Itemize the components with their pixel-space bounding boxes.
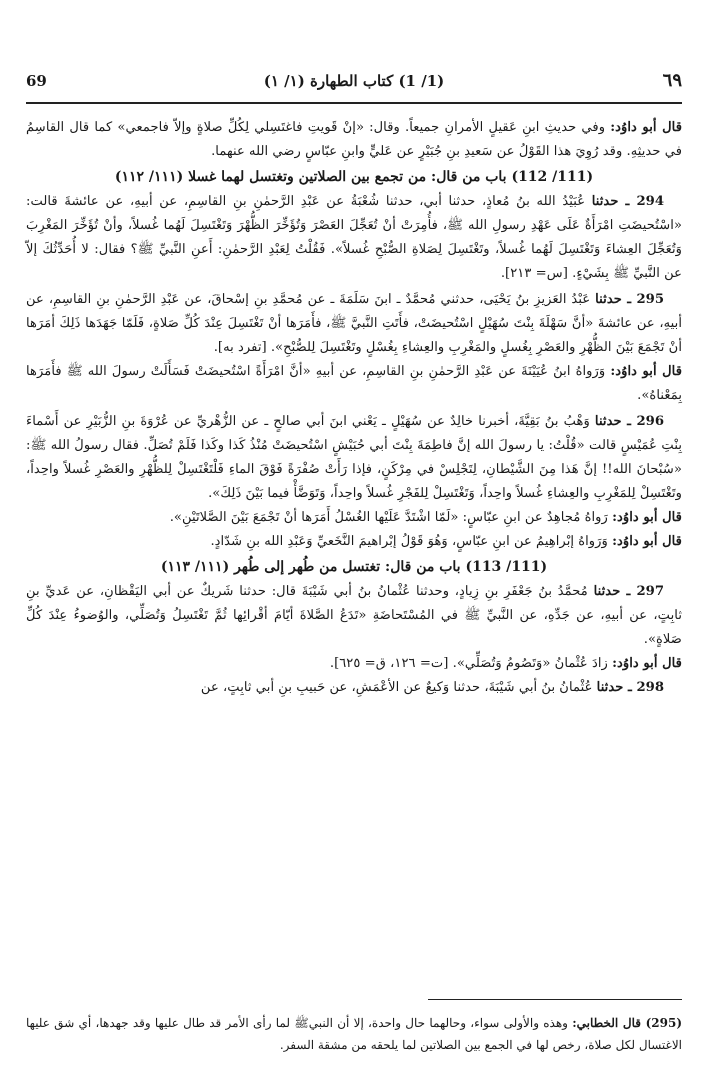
hadith-number: 298 ـ حدثنا [596, 680, 664, 695]
hadith-296 [26, 410, 682, 506]
footnote-text: وهذه والأولى سواء، وحالهما حال واحدة، إلا أن النبيﷺ لما رأى الأمر قد طال عليها وقد جهدها، أي شق عليها الاغتسال لكل صلاة، رخص لها في الجمع بين الصلاتين لما يلحقه من مشقة السفر. [26, 1016, 682, 1052]
hadith-number: 295 ـ حدثنا [595, 292, 664, 307]
footnote-rule [428, 999, 682, 1000]
paragraph-note-1 [26, 116, 682, 164]
footnote [26, 1012, 682, 1056]
hadith-text: عَبْدُ العَزيزِ بنُ يَحْيَى، حدثني مُحمَّدٌ ـ ابنَ سَلَمَةَ ـ عن مُحمَّدِ بنِ إسْحاقَ، عن عَبْدِ الرَّحمٰنِ بنِ القاسِمِ، عن أبيهِ، عن عائشةَ «أنَّ سَهْلَةَ بِنْتَ سُهَيْلٍ اسْتُحيضَتْ، فأَتَتِ النَّبيَّ ﷺ، فأَمَرَها أنْ تَغْتَسِلَ عِنْدَ كُلِّ صَلاةٍ، فَلَمّا جَهَدَها ذَلِكَ أمَرَها أنْ تَجْمَعَ بَيْنَ الظُّهْرِ والعَصْرِ بِغُسلٍ والمَغْرِبِ والعِشاءِ بِغُسْلٍ وتَغْتَسِلَ لِلصُّبْحِ». [تفرد به]. [26, 292, 682, 355]
hadith-text: مُحمَّدُ بنُ جَعْفَرِ بنِ زِيادٍ، وحدثنا عُثْمانُ بنُ أبي شَيْبَةَ قال: حدثنا شَريكٌ عن أبي اليَقْظانِ، عن عَديِّ بنِ ثابِتٍ، عن أبيهِ، عن جَدِّهِ، عن النَّبيِّ ﷺ في المُسْتَحاضَةِ «تَدَعُ الصَّلاةَ أيّامَ أقْرائِها ثُمَّ تَغْتَسِلُ وَتُصَلِّي، والوُضوءُ عِنْدَ كُلِّ صَلاةٍ». [26, 584, 682, 647]
paragraph-label: قال أبو داوُد: [612, 510, 682, 525]
header-rule [26, 102, 682, 104]
paragraph-label: قال أبو داوُد: [610, 364, 682, 379]
hadith-number: 297 ـ حدثنا [593, 584, 664, 599]
hadith-text: وَهْبُ بنُ بَقِيَّةَ، أخبرنا خالِدٌ عن سُهَيْلٍ ـ يَعْني ابنَ أبي صالحٍ ـ عن الزُّهْريِّ عن عُرْوَةَ بنِ الزُّبَيْرِ عن أَسْماءَ بِنْتِ عُمَيْسٍ قالت «قُلْتُ: يا رسولَ الله إنَّ فاطِمَةَ بِنْتَ أبي حُبَيْشٍ اسْتُحيضَتْ مُنْذُ كَذا وكَذا فَلَمْ تُصَلِّ. فقال رسولُ الله ﷺ: «سُبْحانَ الله!! إنَّ هَذا مِنَ الشَّيْطانِ، لِتَجْلِسْ في مِرْكَنٍ، فإذا رَأَتْ صُفْرَةً فَوْقَ الماءِ فَلْتَغْتَسِلْ لِلظُّهْرِ والعَصْرِ غُسلاً واحِداً، وتَغْتَسِلْ لِلمَغْرِبِ والعِشاءِ غُسلاً واحِداً، وَتَغْتَسِلْ لِلفَجْرِ غُسلاً واحِداً، وَتَوَضَّأْ فيما بَيْنَ ذَلِكَ». [26, 414, 682, 501]
hadith-number: 296 ـ حدثنا [594, 414, 664, 429]
hadith-298 [26, 676, 682, 700]
paragraph-text: زادَ عُثْمانُ «وَتَصُومُ وَتُصَلِّي». [ت= ١٢٦، ق= ٦٢٥]. [329, 656, 613, 671]
hadith-297 [26, 580, 682, 652]
page-number-arabic: ٦٩ [662, 70, 682, 91]
paragraph-note-5 [26, 652, 682, 676]
paragraph-note-2 [26, 360, 682, 408]
paragraph-text: رَواهُ مُجاهِدٌ عن ابنِ عبّاسٍ: «لَمّا اشْتَدَّ عَلَيْها الغُسْلُ أَمَرَها أنْ تَجْمَعَ بَيْنَ الصَّلاتَيْنِ». [169, 510, 613, 525]
hadith-294 [26, 190, 682, 286]
paragraph-text: وَرَواهُ ابنُ عُيَيْنَةَ عن عَبْدِ الرَّحمٰنِ بنِ القاسِمِ، عن أبيهِ «أنَّ امْرَأَةً اسْتُحيضَتْ فَسَأَلَتْ رسولَ الله ﷺ فأَمَرَها بِمَعْناهُ». [26, 364, 682, 403]
chapter-heading-113: (111/ 113) باب من قال: تغتسل من طُهر إلى طُهر (١١١/ ١١٣) [160, 559, 548, 575]
paragraph-label: قال أبو داوُد: [612, 534, 682, 549]
paragraph-label: قال أبو داوُد: [612, 656, 682, 671]
paragraph-note-4 [26, 530, 682, 554]
paragraph-text: وفي حديثِ ابنِ عَقيلٍ الأمرانِ جميعاً. وقال: «إنْ قَويتِ فاغتَسِلي لِكُلِّ صلاةٍ وإلاّ فاجمعي» كما قال القاسِمُ في حديثِهِ. وقد رُوِيَ هذا القَوْلُ عن سَعيدِ بنِ جُبَيْرٍ عن عَليٍّ وابنِ عبّاسٍ رضي الله عنهما. [26, 120, 682, 159]
running-title: (1/ 1) كتاب الطهارة (١/ ١) [263, 72, 445, 90]
hadith-text: عُبَيْدُ الله بنُ مُعاذٍ، حدثنا أبي، حدثنا شُعْبَةُ عن عَبْدِ الرَّحمٰنِ بنِ القاسِمِ، عن أبيهِ، عن عائشةَ قالت: «اسْتُحيضَتِ امْرَأَةٌ عَلَى عَهْدِ رسولِ الله ﷺ، فأُمِرَتْ أنْ تُعَجِّلَ العَصْرَ وَتُؤَخِّرَ الظُّهْرَ وَتَغْتَسِلَ لَهُما غُسلاً، وأنْ تُؤَخِّرَ المَغْرِبَ وَتُعَجِّلَ العِشاءَ وَتَغْتَسِلَ لَهُما غُسلاً، وتَغْتَسِلَ لِصَلاةِ الصُّبْحِ غُسلاً». فَقُلْتُ لِعَبْدِ الرَّحمٰنِ: أَعنِ النَّبيِّ ﷺ؟ فقال: لا أُحَدِّثُكَ إلاّ عن النَّبيِّ ﷺ بِشَيْءٍ. [س= ٢١٣]. [26, 194, 682, 281]
page-number-latin: 69 [26, 72, 47, 90]
hadith-295 [26, 288, 682, 360]
main-text [26, 116, 682, 700]
page-header [26, 72, 682, 98]
footnote-label: (295) قال الخطابي: [572, 1016, 682, 1030]
hadith-text: عُثْمانُ بنُ أبي شَيْبَةَ، حدثنا وَكيعٌ عن الأعْمَشِ، عن حَبيبِ بنِ أبي ثابِتٍ، عن [200, 680, 597, 695]
hadith-number: 294 ـ حدثنا [591, 194, 664, 209]
chapter-heading-112: (111/ 112) باب من قال: من تجمع بين الصلاتين وتغتسل لهما غسلا (١١١/ ١١٢) [114, 169, 594, 185]
book-page [26, 66, 682, 1056]
paragraph-label: قال أبو داوُد: [610, 120, 682, 135]
paragraph-note-3 [26, 506, 682, 530]
footnote-paragraph [26, 1012, 682, 1056]
paragraph-text: وَرَواهُ إبْراهِيمُ عن ابنِ عبّاسٍ، وَهُوَ قَوْلُ إبْراهيمَ النَّخَعيِّ وَعَبْدِ الله بنِ شَدّادٍ. [210, 534, 613, 549]
